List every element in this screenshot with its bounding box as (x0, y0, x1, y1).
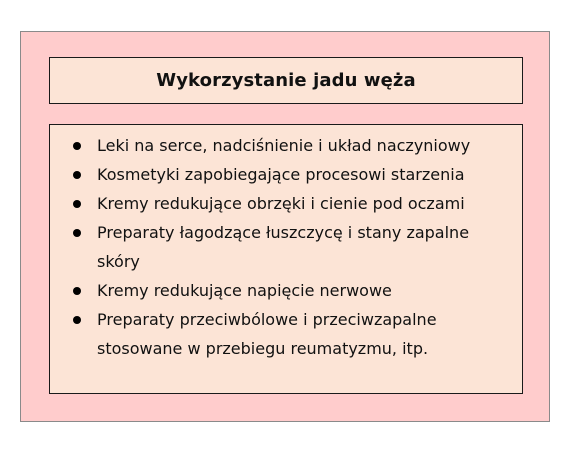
bullet-icon (73, 316, 81, 324)
title-box (49, 57, 523, 104)
list-item (50, 160, 522, 189)
list-item (50, 218, 522, 276)
list-item-text: Preparaty łagodzące łuszczycę i stany zapalne (97, 223, 470, 242)
outer-panel (20, 31, 550, 422)
bullet-icon (73, 287, 81, 295)
list-item-text-continued: skóry (97, 252, 140, 271)
list-item-text: Preparaty przeciwbólowe i przeciwzapalne (97, 310, 437, 329)
bullet-icon (73, 171, 81, 179)
list-item (50, 305, 522, 363)
list-item-text: Kremy redukujące obrzęki i cienie pod oczami (97, 194, 465, 213)
list-box (49, 124, 523, 394)
list-item (50, 131, 522, 160)
page-title: Wykorzystanie jadu węża (156, 70, 416, 91)
bullet-icon (73, 229, 81, 237)
bullet-icon (73, 142, 81, 150)
bullet-list (50, 131, 522, 363)
bullet-icon (73, 200, 81, 208)
list-item-text: Kremy redukujące napięcie nerwowe (97, 281, 392, 300)
list-item (50, 189, 522, 218)
list-item-text: Leki na serce, nadciśnienie i układ naczyniowy (97, 136, 471, 155)
list-item (50, 276, 522, 305)
list-item-text: Kosmetyki zapobiegające procesowi starzenia (97, 165, 465, 184)
list-item-text-continued: stosowane w przebiegu reumatyzmu, itp. (97, 339, 429, 358)
